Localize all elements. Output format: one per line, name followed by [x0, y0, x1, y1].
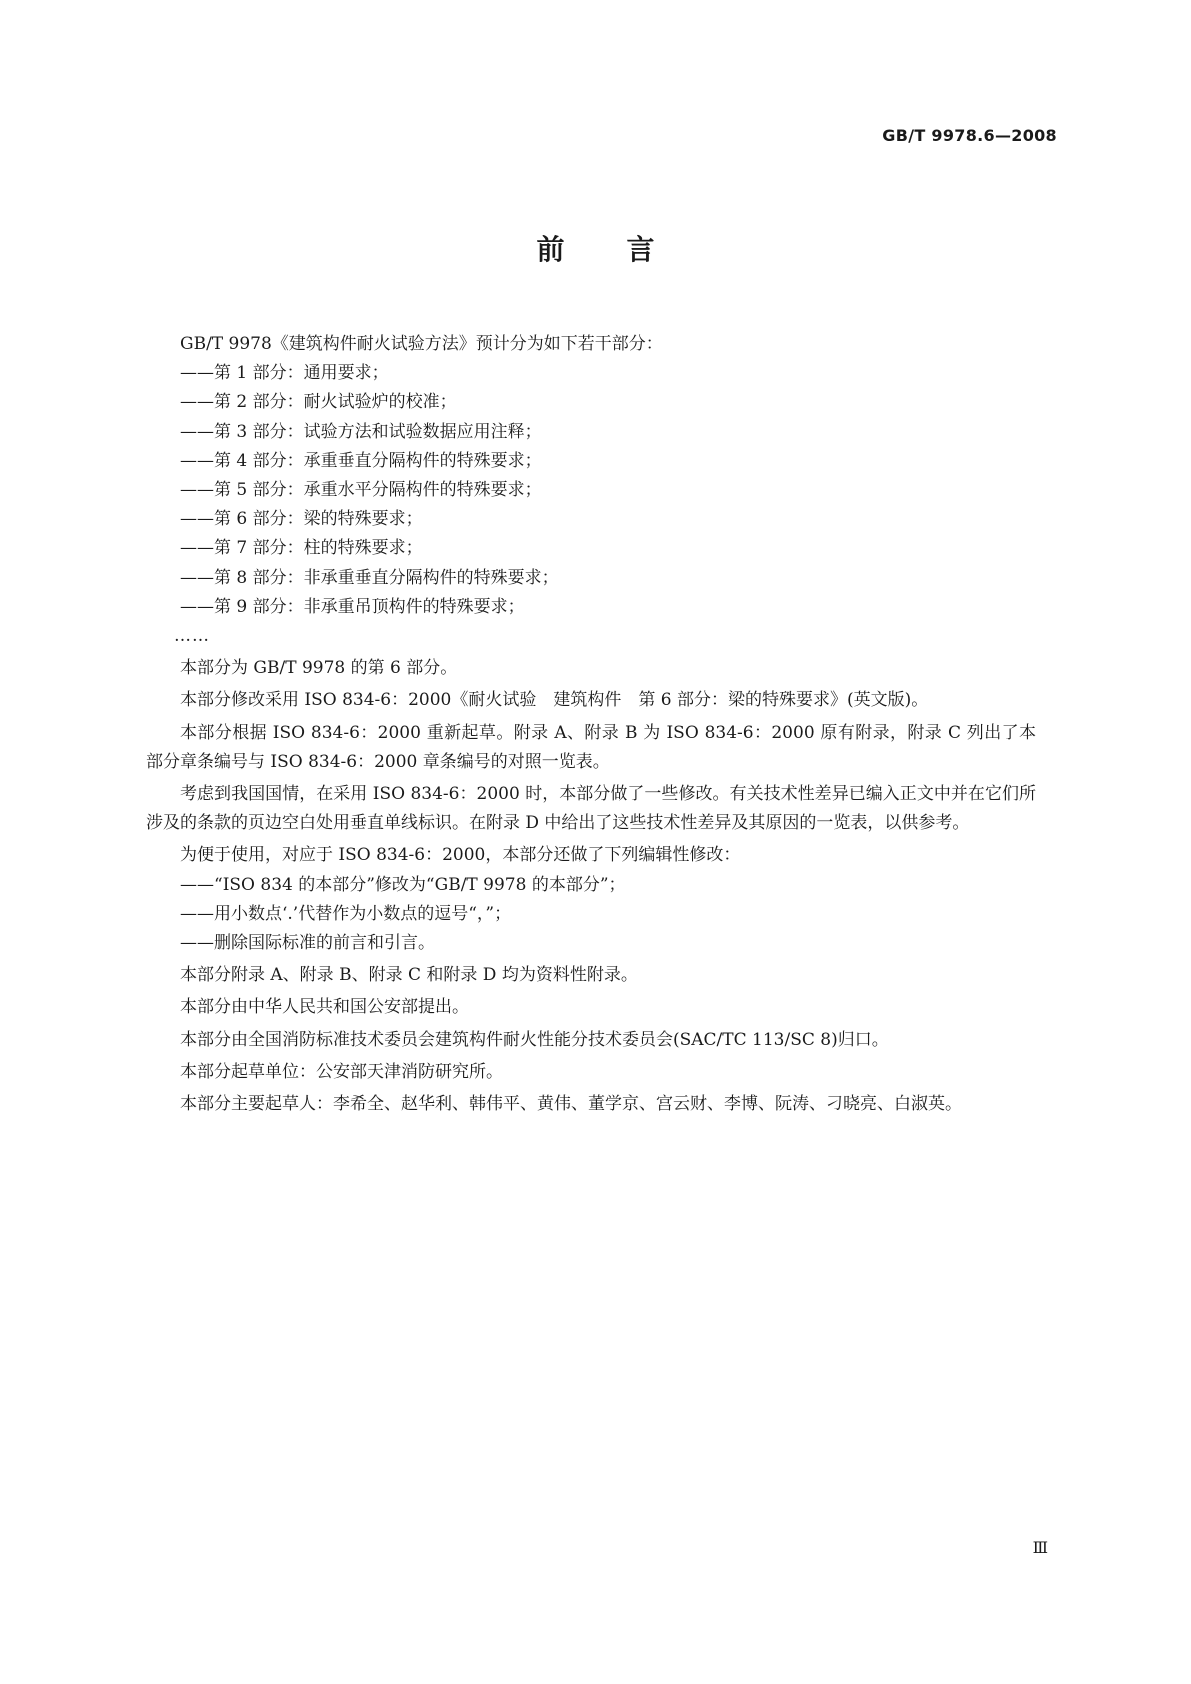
edit-item: ——用小数点‘.’代替作为小数点的逗号“，”；: [180, 903, 512, 924]
page-number: Ⅲ: [1032, 1538, 1048, 1557]
paragraph: 本部分修改采用 ISO 834-6：2000《耐火试验 建筑构件 第 6 部分：梁的特殊要求》(英文版)。: [180, 690, 929, 711]
paragraph: 本部分主要起草人：李希全、赵华利、韩伟平、黄伟、董学京、宫云财、李博、阮涛、刁晓亮、白淑英。: [180, 1094, 962, 1115]
paragraph: 本部分由全国消防标准技术委员会建筑构件耐火性能分技术委员会(SAC/TC 113/SC 8)归口。: [180, 1029, 889, 1050]
paragraph: 本部分为 GB/T 9978 的第 6 部分。: [180, 658, 458, 679]
title-char-1: 前: [536, 233, 565, 266]
paragraph: 考虑到我国国情，在采用 ISO 834-6：2000 时，本部分做了一些修改。有关技术性差异已编入正文中并在它们所涉及的条款的页边空白处用垂直单线标识。在附录 D 中给出了这些技术性差异及其原因的一览表，以供参考。: [146, 784, 1036, 834]
edit-item: ——删除国际标准的前言和引言。: [180, 933, 435, 954]
list-item: ——第 8 部分：非承重垂直分隔构件的特殊要求；: [180, 567, 559, 588]
list-item: ——第 5 部分：承重水平分隔构件的特殊要求；: [180, 480, 542, 501]
list-ellipsis: ……: [174, 626, 210, 647]
intro-paragraph: GB/T 9978《建筑构件耐火试验方法》预计分为如下若干部分：: [180, 334, 663, 354]
paragraph: 本部分由中华人民共和国公安部提出。: [180, 997, 469, 1018]
standard-code: GB/T 9978.6—2008: [882, 126, 1057, 145]
list-item: ——第 1 部分：通用要求；: [180, 363, 389, 384]
list-item: ——第 6 部分：梁的特殊要求；: [180, 509, 423, 530]
paragraph: 本部分根据 ISO 834-6：2000 重新起草。附录 A、附录 B 为 ISO 834-6：2000 原有附录，附录 C 列出了本部分章条编号与 ISO 834-6：2000 章条编号的对照一览表。: [146, 722, 1036, 772]
list-item: ——第 9 部分：非承重吊顶构件的特殊要求；: [180, 596, 525, 617]
list-item: ——第 3 部分：试验方法和试验数据应用注释；: [180, 421, 542, 442]
list-item: ——第 2 部分：耐火试验炉的校准；: [180, 392, 457, 413]
edit-item: ——“ISO 834 的本部分”修改为“GB/T 9978 的本部分”；: [180, 874, 626, 895]
list-item: ——第 7 部分：柱的特殊要求；: [180, 538, 423, 559]
foreword-body: [146, 330, 1036, 1119]
paragraph: 本部分附录 A、附录 B、附录 C 和附录 D 均为资料性附录。: [180, 965, 638, 986]
title-char-2: 言: [626, 233, 655, 266]
paragraph: 为便于使用，对应于 ISO 834-6：2000，本部分还做了下列编辑性修改：: [180, 845, 741, 866]
paragraph: 本部分起草单位：公安部天津消防研究所。: [180, 1061, 503, 1082]
page-title: [0, 228, 1191, 268]
list-item: ——第 4 部分：承重垂直分隔构件的特殊要求；: [180, 450, 542, 471]
